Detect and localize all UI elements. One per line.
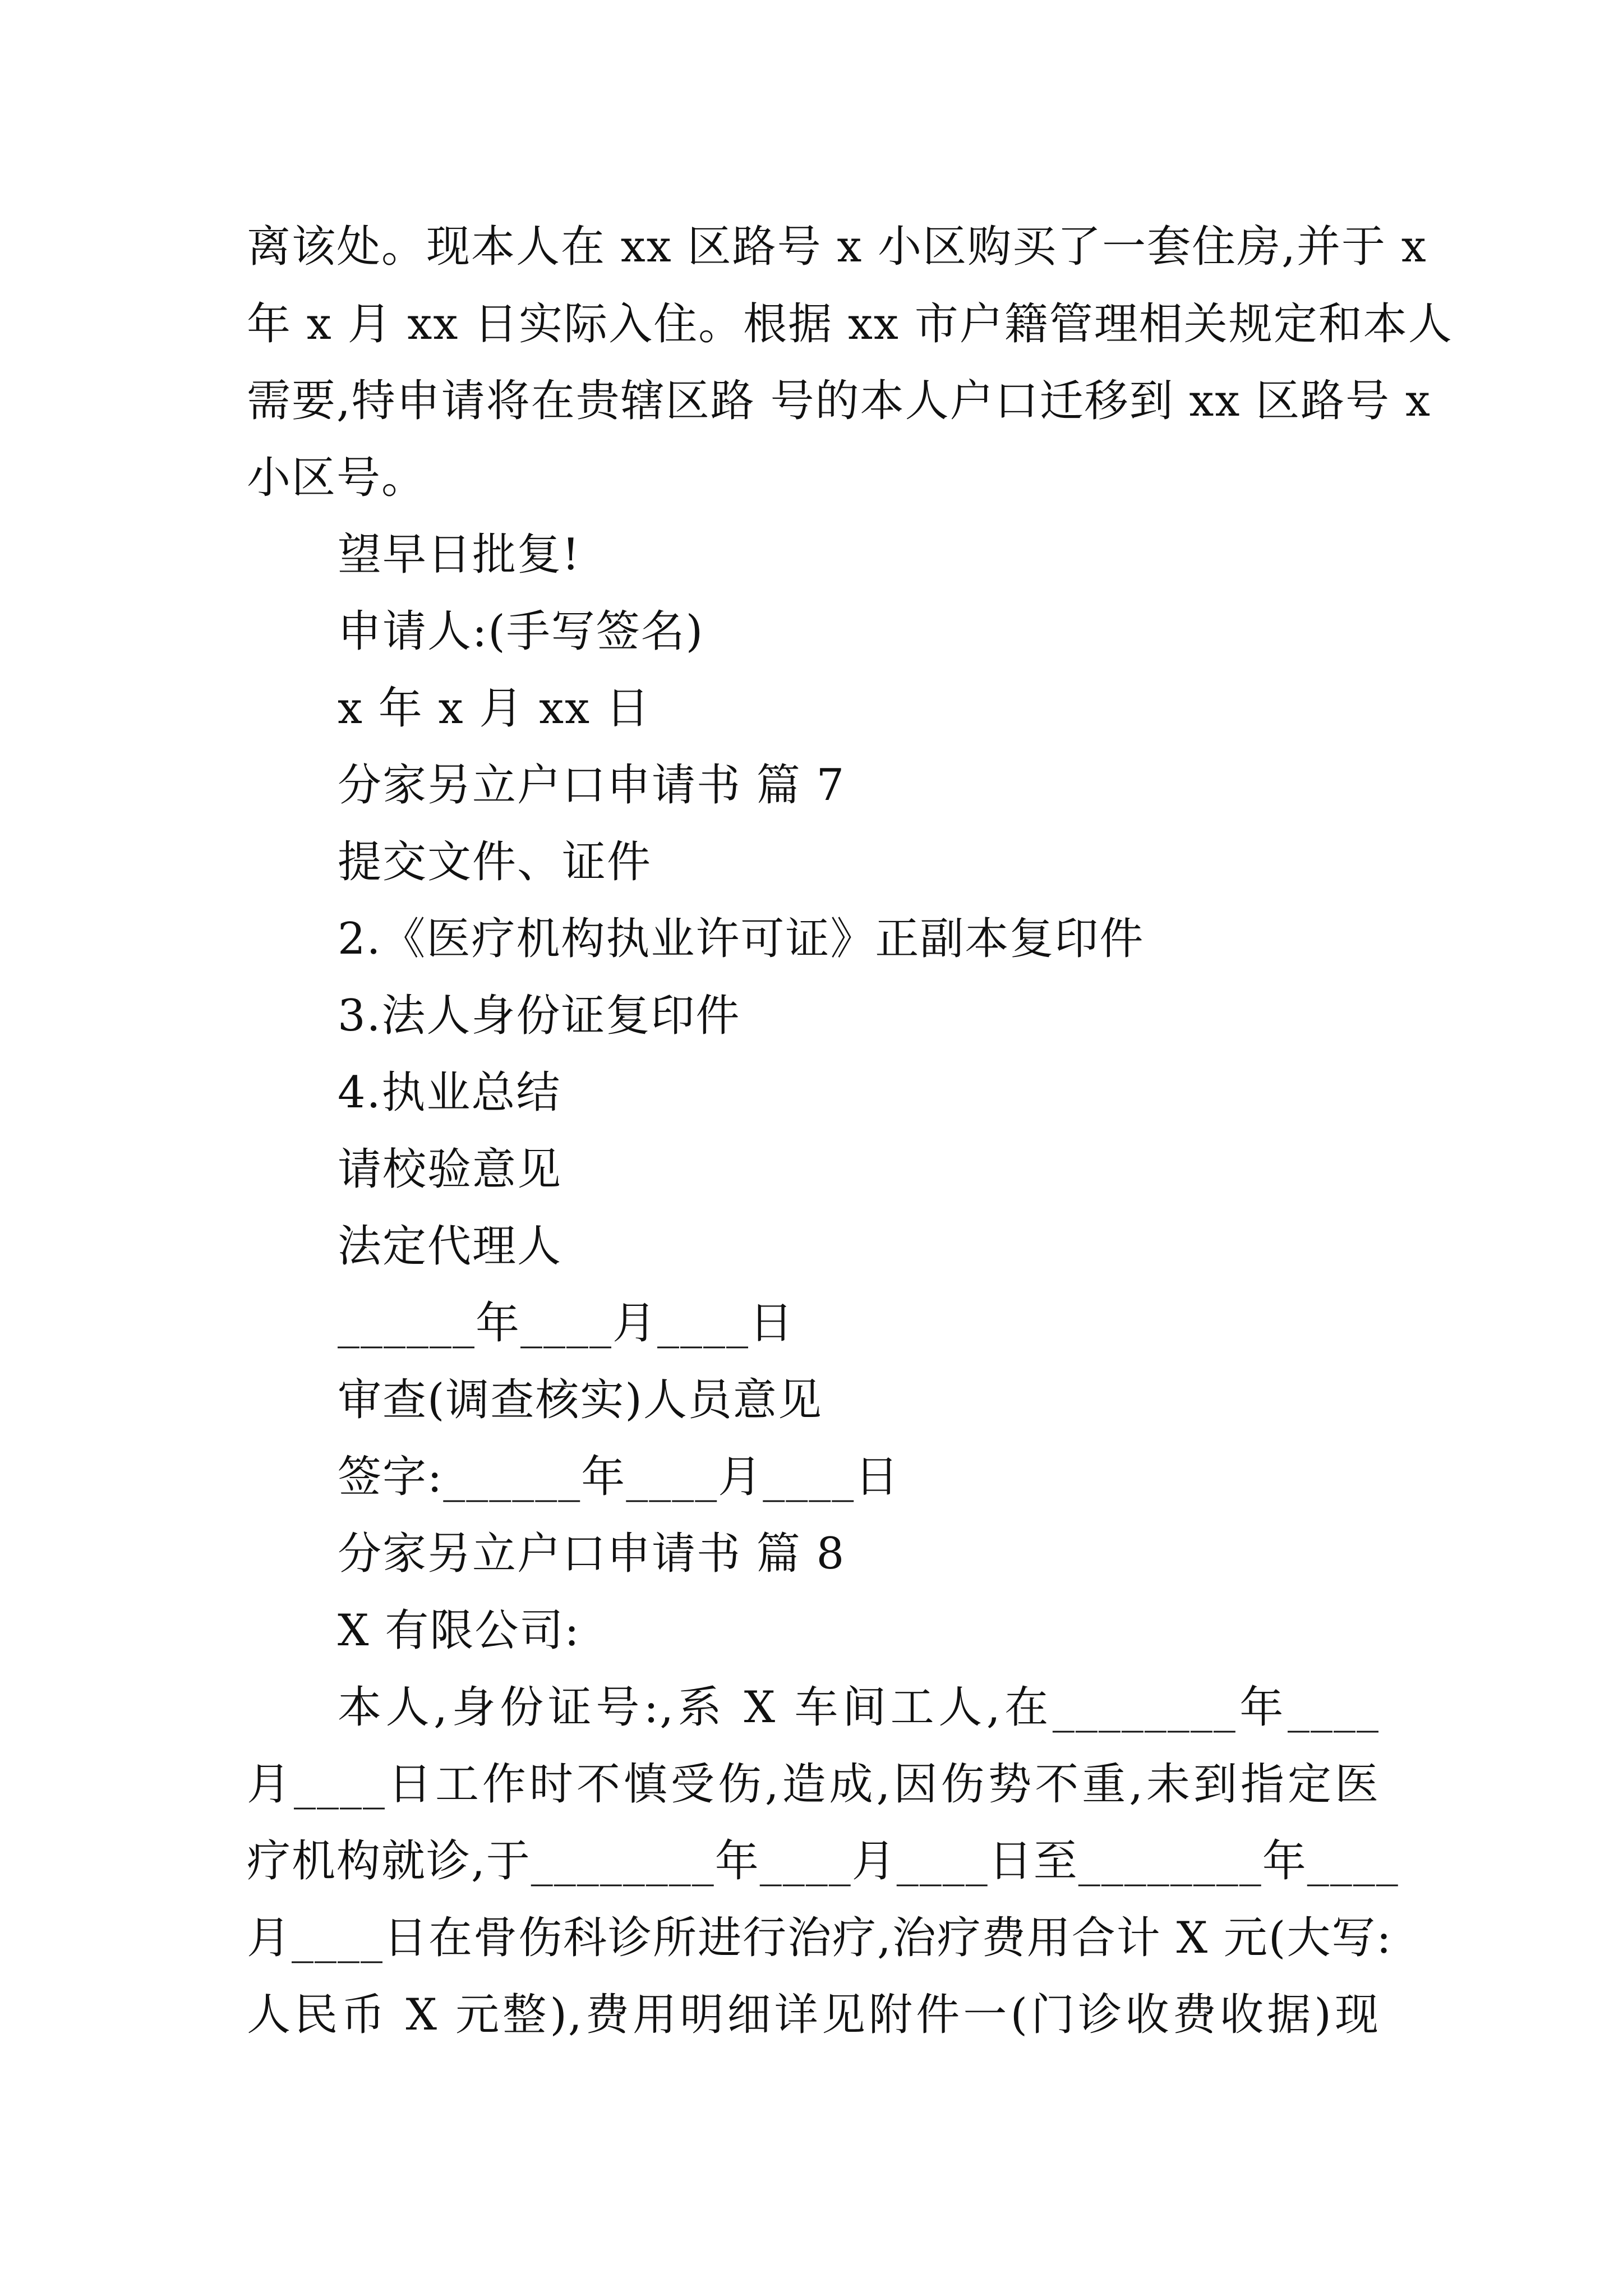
list-item: 4.执业总结 — [338, 1068, 561, 1118]
date-blank-line: ______年____月____日 — [338, 1298, 795, 1349]
body-text-line: 离该处。现本人在 xx 区路号 x 小区购买了一套住房,并于 x — [247, 222, 1427, 272]
body-text-line: 月____日在骨伤科诊所进行治疗,治疗费用合计 X 元(大写: — [247, 1913, 1393, 1963]
form-label: 请校验意见 — [338, 1144, 562, 1195]
body-text-line: 疗机构就诊,于________年____月____日至________年____ — [247, 1836, 1399, 1887]
salutation: X 有限公司: — [338, 1605, 580, 1656]
body-text-line: 月____日工作时不慎受伤,造成,因伤势不重,未到指定医 — [247, 1759, 1380, 1810]
list-item: 2.《医疗机构执业许可证》正副本复印件 — [338, 914, 1145, 964]
closing-request: 望早日批复! — [338, 530, 581, 580]
body-text-line: 小区号。 — [247, 453, 427, 503]
date-line: x 年 x 月 xx 日 — [338, 683, 651, 734]
form-label: 审查(调查核实)人员意见 — [338, 1375, 823, 1425]
section-heading: 分家另立户口申请书 篇 8 — [338, 1529, 846, 1579]
body-text-line: 本人,身份证号:,系 X 车间工人,在________年____ — [338, 1682, 1380, 1733]
signature-date-line: 签字:______年____月____日 — [338, 1452, 900, 1502]
applicant-signature-line: 申请人:(手写签名) — [338, 606, 704, 657]
list-heading: 提交文件、证件 — [338, 837, 652, 887]
section-heading: 分家另立户口申请书 篇 7 — [338, 760, 846, 811]
body-text-line: 年 x 月 xx 日实际入住。根据 xx 市户籍管理相关规定和本人 — [247, 299, 1453, 349]
form-label: 法定代理人 — [338, 1221, 562, 1272]
body-text-line: 人民币 X 元整),费用明细详见附件一(门诊收费收据)现 — [247, 1990, 1380, 2040]
body-text-line: 需要,特申请将在贵辖区路 号的本人户口迁移到 xx 区路号 x — [247, 376, 1431, 426]
list-item: 3.法人身份证复印件 — [338, 991, 741, 1041]
